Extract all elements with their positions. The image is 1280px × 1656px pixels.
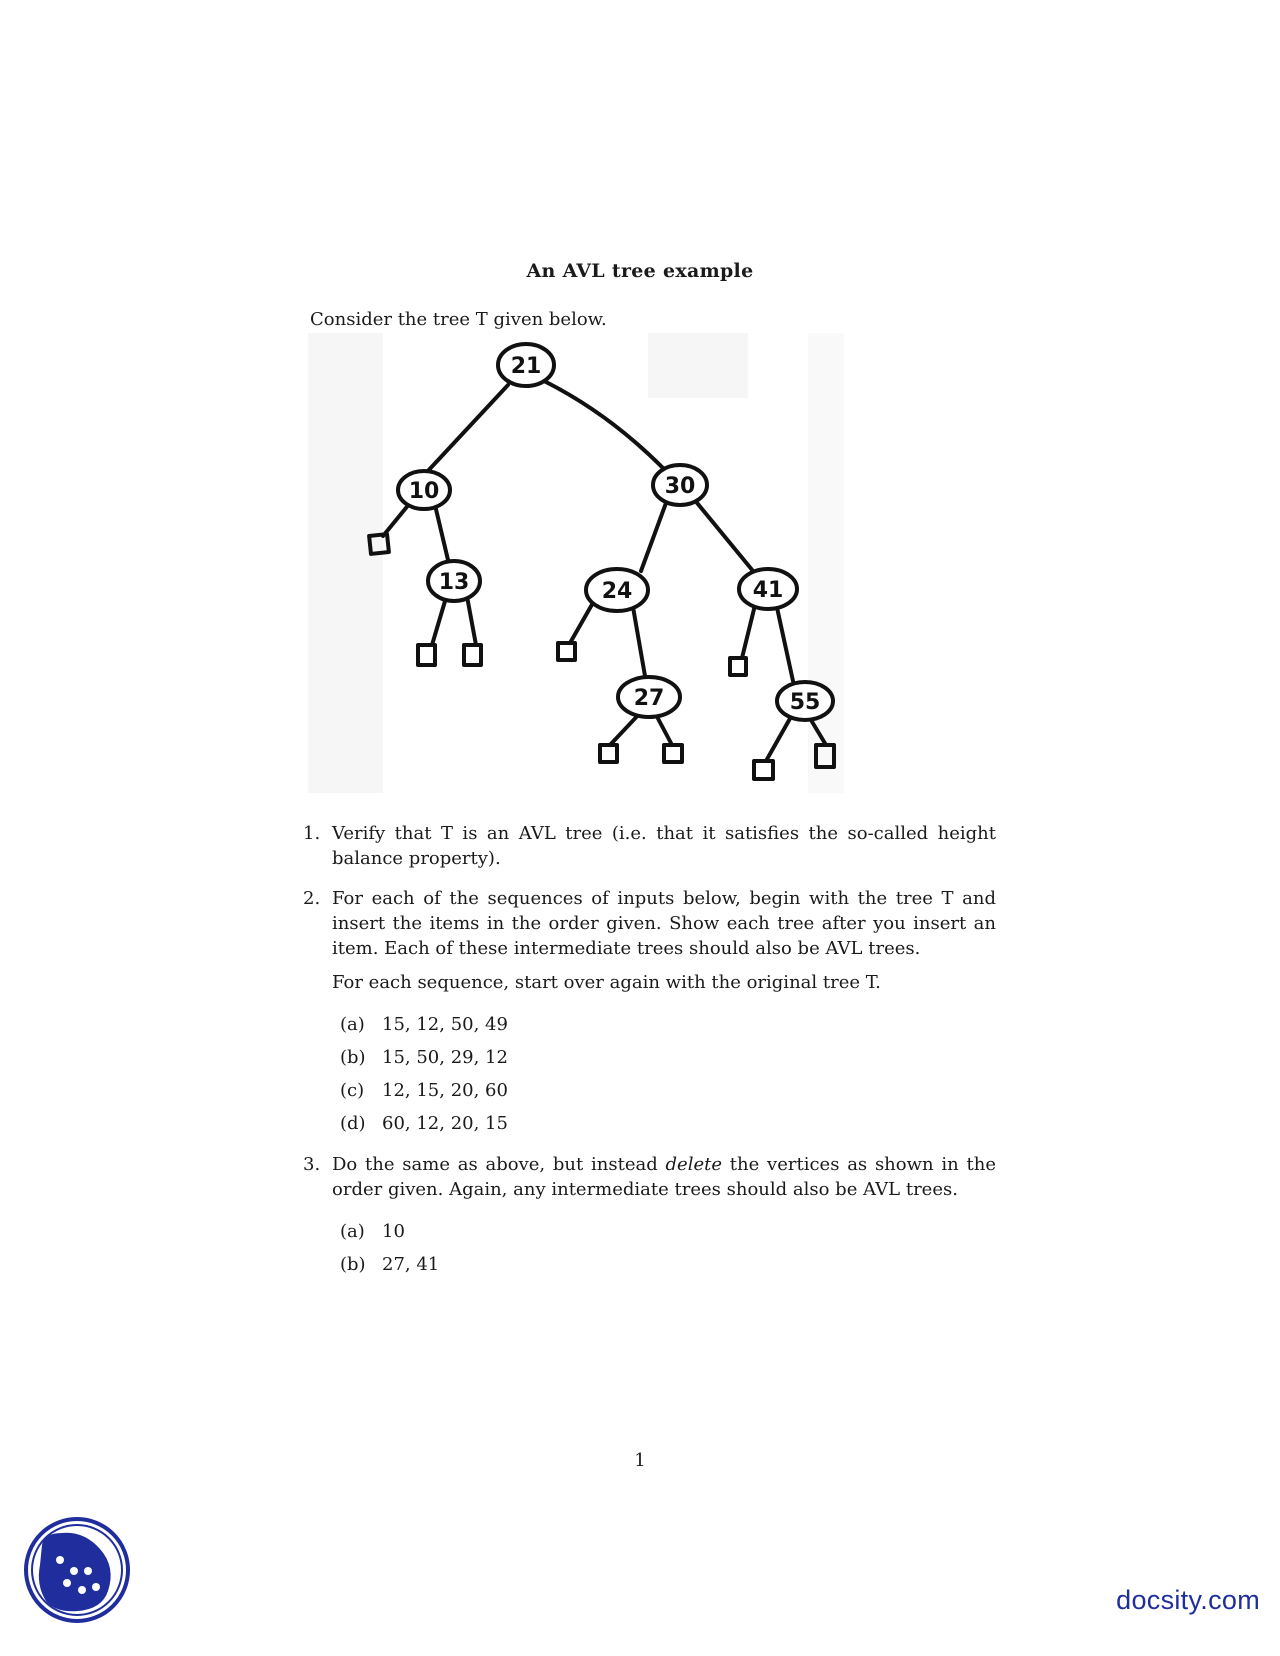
part-value: 15, 50, 29, 12 [382, 1047, 508, 1068]
part-label: (a) [340, 1221, 365, 1242]
question-2 [303, 886, 1003, 966]
part-label: (d) [340, 1113, 366, 1134]
question-text: For each of the sequences of inputs below, begin with the tree T and insert the items in the order given. Show each tree after you insert an item. Each of these intermediate trees should also be AVL trees. [332, 888, 996, 959]
question-text [332, 1152, 996, 1202]
node-24-label: 24 [601, 579, 633, 604]
part-value: 27, 41 [382, 1254, 440, 1275]
node-41-label: 41 [752, 578, 784, 603]
part-label: (b) [340, 1047, 366, 1068]
question-3-part-a [340, 1219, 640, 1245]
question-number: 3. [303, 1154, 321, 1175]
node-27-label: 27 [633, 686, 665, 711]
question-2-part-c [340, 1078, 640, 1104]
question-text-emphasis: delete [665, 1154, 723, 1175]
page-number: 1 [634, 1450, 646, 1471]
part-label: (a) [340, 1014, 365, 1035]
node-10-label: 10 [408, 479, 440, 504]
question-text: Verify that T is an AVL tree (i.e. that it satisfies the so-called height balance property). [332, 823, 996, 869]
page-title: An AVL tree example [526, 260, 754, 282]
node-55-label: 55 [789, 690, 821, 715]
question-number: 1. [303, 823, 321, 844]
part-label: (b) [340, 1254, 366, 1275]
question-2-note [332, 970, 992, 995]
question-text-end: the vertices as shown in the order given. Again, any intermediate trees should also be AVL trees. [332, 1154, 996, 1200]
question-3-part-b [340, 1252, 640, 1278]
part-value: 60, 12, 20, 15 [382, 1113, 508, 1134]
note-text: For each sequence, start over again with the original tree T. [332, 972, 881, 993]
node-21-label: 21 [510, 354, 542, 379]
node-30-label: 30 [664, 474, 696, 499]
question-2-part-b [340, 1045, 640, 1071]
question-number: 2. [303, 888, 321, 909]
avl-tree-figure [308, 333, 844, 793]
part-value: 10 [382, 1221, 405, 1242]
question-2-part-d [340, 1111, 640, 1137]
question-text-start: Do the same as above, but instead [332, 1154, 666, 1175]
question-1 [303, 821, 1003, 875]
part-value: 15, 12, 50, 49 [382, 1014, 508, 1035]
part-label: (c) [340, 1080, 365, 1101]
docsity-brand-link[interactable]: docsity.com [1116, 1585, 1260, 1615]
docsity-logo-icon[interactable] [22, 1515, 132, 1625]
tree-diagram [308, 333, 844, 793]
question-3 [303, 1152, 1003, 1206]
node-13-label: 13 [438, 570, 470, 595]
intro-sentence: Consider the tree T given below. [310, 309, 607, 330]
question-2-part-a [340, 1012, 640, 1038]
intro-text [310, 307, 607, 332]
part-value: 12, 15, 20, 60 [382, 1080, 508, 1101]
